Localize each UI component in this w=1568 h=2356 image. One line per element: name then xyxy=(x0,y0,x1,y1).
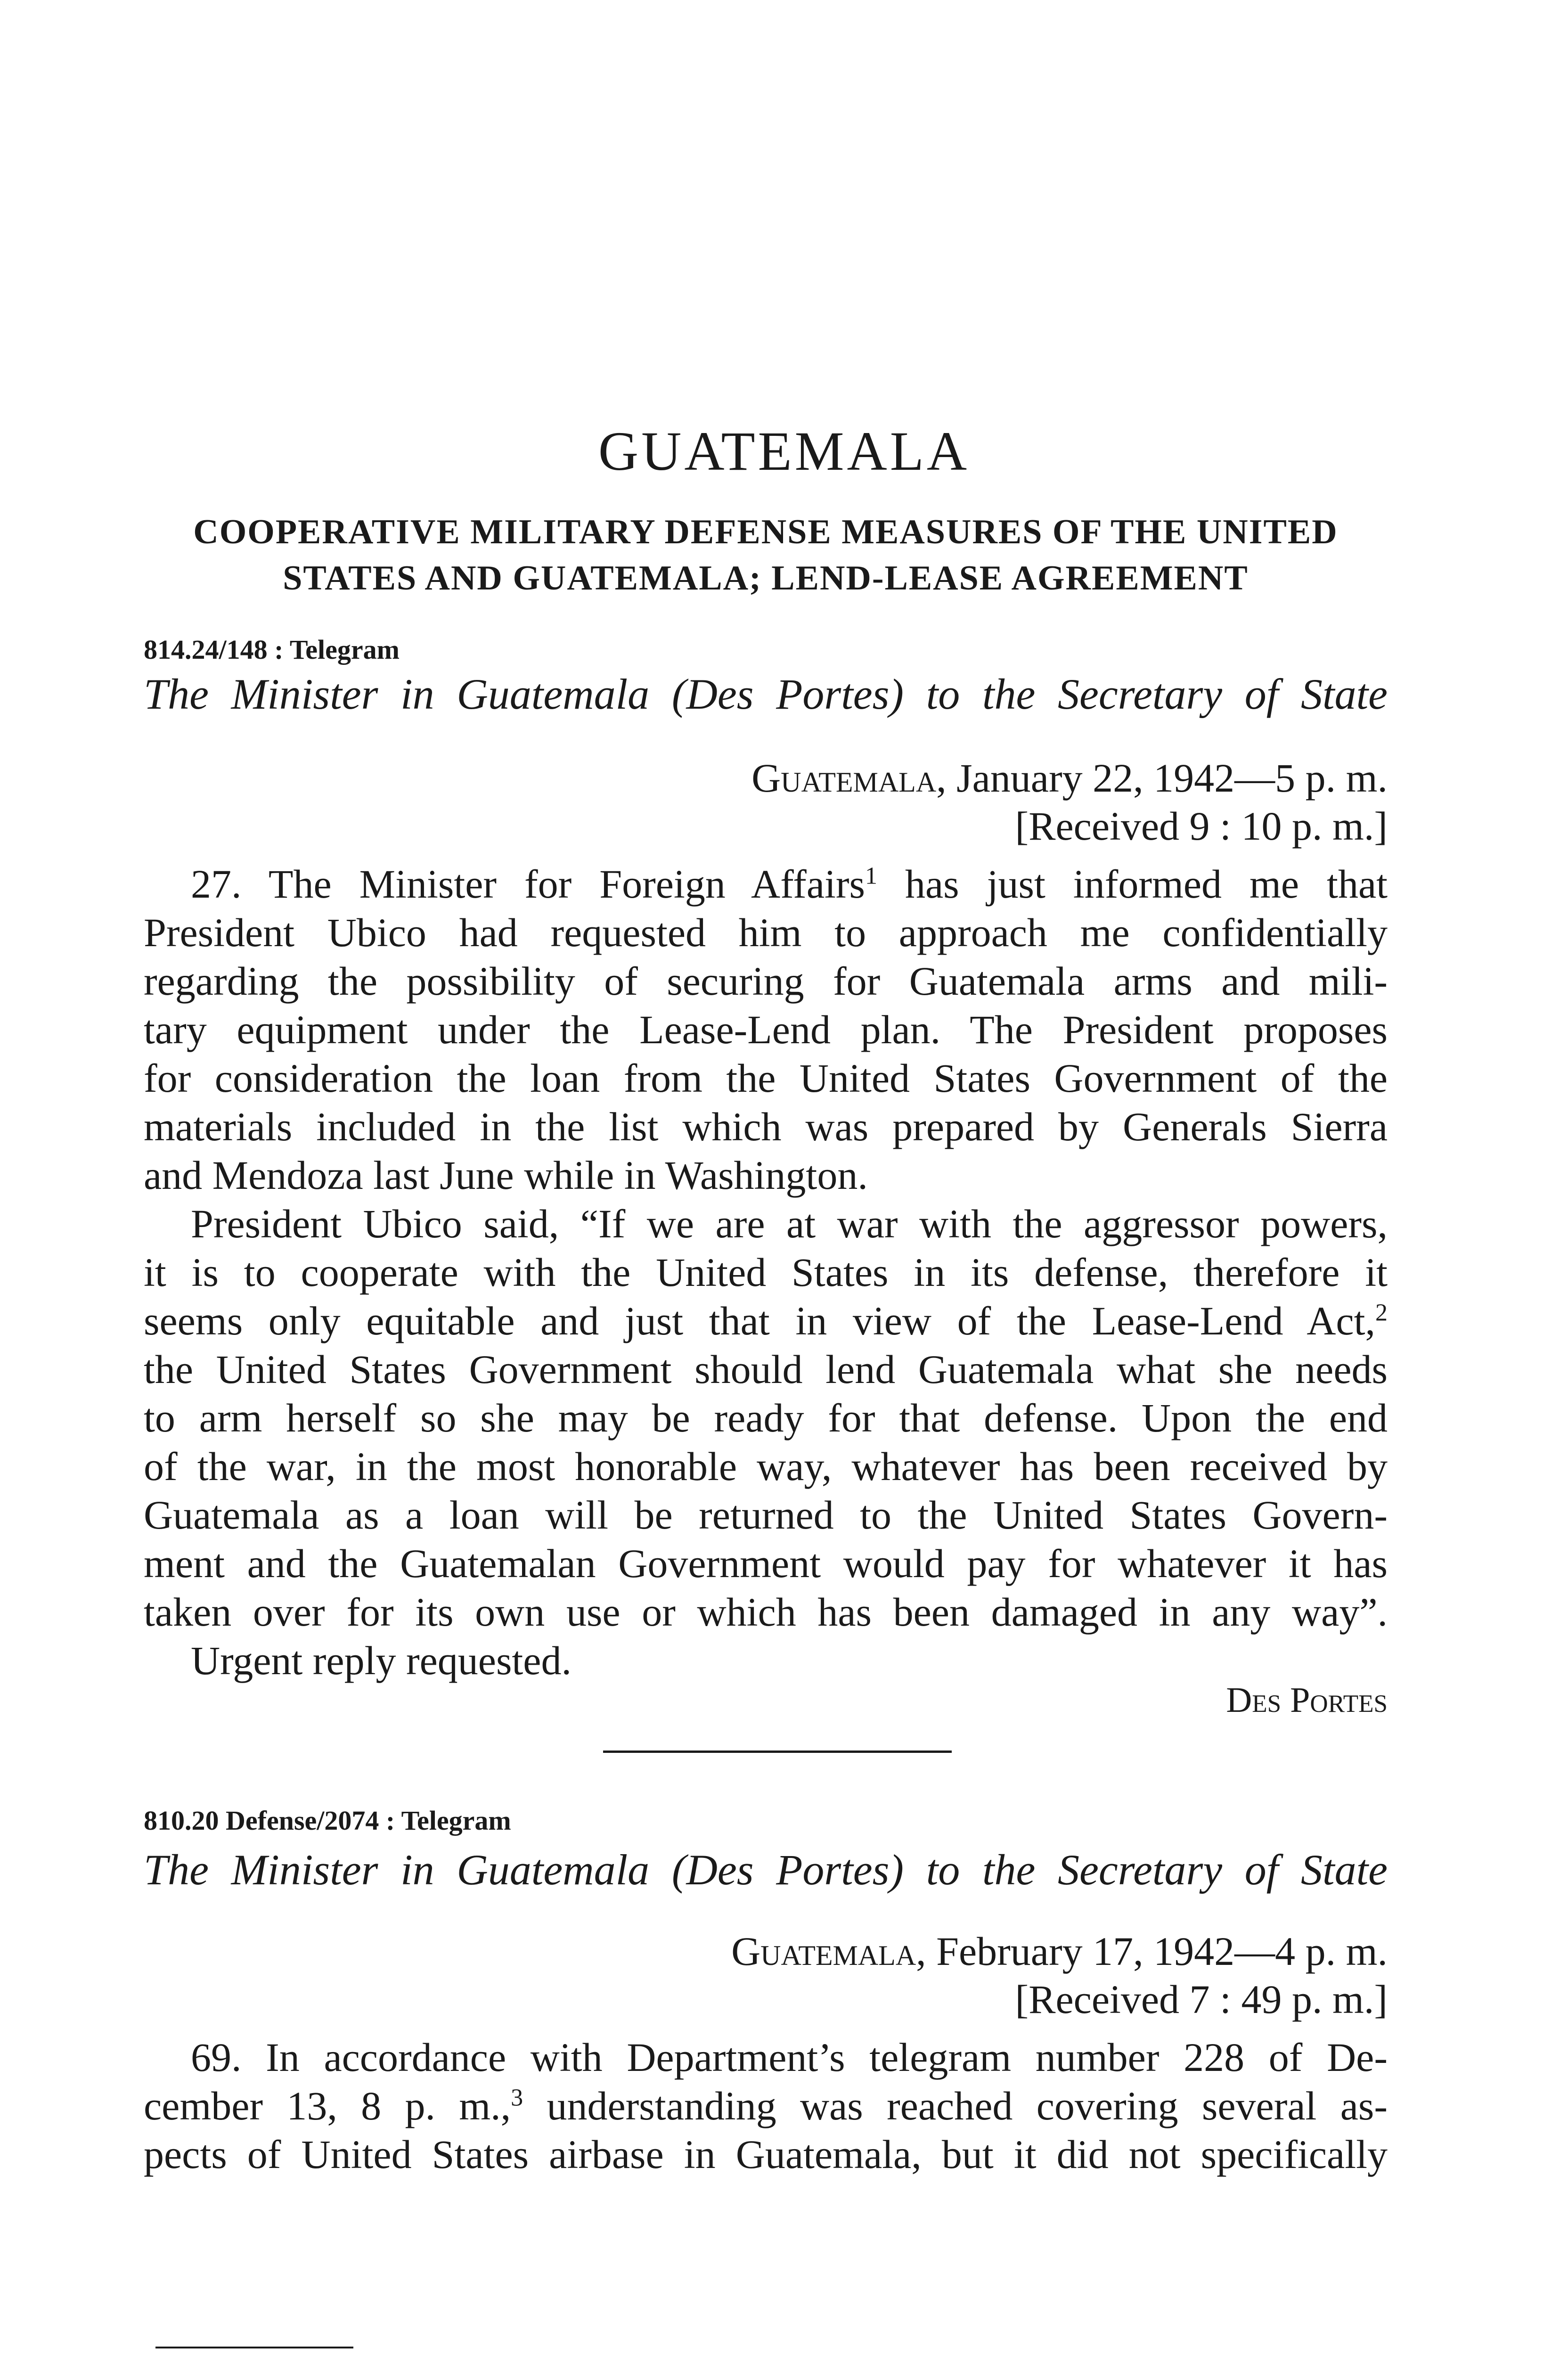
subheading-line-1: COOPERATIVE MILITARY DEFENSE MEASURES OF THE UNITED xyxy=(193,513,1338,551)
dateline-2 xyxy=(731,1927,1388,2023)
text-line: regarding the possibility of securing for Guatemala arms and mili- xyxy=(144,958,1388,1004)
page-title: GUATEMALA xyxy=(598,420,970,482)
footnote-ref: 1 xyxy=(865,862,877,890)
address-line-1: The Minister in Guatemala (Des Portes) to the Secretary of State xyxy=(144,670,1388,718)
text-line: seems only equitable and just that in view of the Lease-Lend Act,$^2$ xyxy=(144,1298,1388,1343)
file-number-1: 814.24/148 : Telegram xyxy=(144,634,400,665)
text-line: Guatemala as a loan will be returned to the United States Govern- xyxy=(144,1492,1388,1538)
footnote-rule xyxy=(155,2347,353,2348)
place-name: Guatemala xyxy=(751,755,937,801)
text-line: 27. The Minister for Foreign Affairs$^1$ has just informed me that xyxy=(191,861,1388,907)
text-line: ment and the Guatemalan Government would pay for whatever it has xyxy=(144,1541,1388,1586)
dateline-1 xyxy=(751,754,1388,850)
telegram-27-body xyxy=(144,860,1388,1685)
received-time: [Received 9 : 10 p. m.] xyxy=(1015,803,1388,849)
text-line: Urgent reply requested. xyxy=(191,1638,572,1683)
text-line: President Ubico had requested him to approach me confidentially xyxy=(144,910,1388,955)
section-subheading xyxy=(144,509,1388,601)
text-line: of the war, in the most honorable way, whatever has been received by xyxy=(144,1444,1388,1489)
signature-1: Des Portes xyxy=(1226,1680,1388,1720)
text-line: to arm herself so she may be ready for that defense. Upon the end xyxy=(144,1395,1388,1440)
subheading-line-2: STATES AND GUATEMALA; LEND-LEASE AGREEMENT xyxy=(283,559,1249,597)
text-line: tary equipment under the Lease-Lend plan. The President proposes xyxy=(144,1007,1388,1052)
place-name: Guatemala xyxy=(731,1929,916,1974)
text-line: materials included in the list which was prepared by Generals Sierra xyxy=(144,1104,1388,1149)
file-number-2: 810.20 Defense/2074 : Telegram xyxy=(144,1805,511,1836)
text-line: 69. In accordance with Department’s telegram number 228 of De- xyxy=(191,2035,1388,2080)
section-divider xyxy=(603,1751,952,1753)
text-line: President Ubico said, “If we are at war with the aggressor powers, xyxy=(191,1201,1388,1246)
text-line: the United States Government should lend Guatemala what she needs xyxy=(144,1347,1388,1392)
text-line: pects of United States airbase in Guatemala, but it did not specifically xyxy=(144,2132,1388,2177)
text-line: for consideration the loan from the United States Government of the xyxy=(144,1055,1388,1101)
date: , January 22, 1942—5 p. m. xyxy=(936,755,1388,801)
date: , February 17, 1942—4 p. m. xyxy=(916,1929,1388,1974)
footnote-ref: 3 xyxy=(511,2084,523,2111)
text-line: it is to cooperate with the United States in its defense, therefore it xyxy=(144,1250,1388,1295)
telegram-69-body xyxy=(144,2033,1388,2179)
text-line: cember 13, 8 p. m.,$^3$ understanding was reached covering several as- xyxy=(144,2083,1388,2128)
text-line: and Mendoza last June while in Washington. xyxy=(144,1153,868,1198)
address-line-2: The Minister in Guatemala (Des Portes) to the Secretary of State xyxy=(144,1846,1388,1894)
received-time: [Received 7 : 49 p. m.] xyxy=(1015,1977,1388,2022)
text-line: taken over for its own use or which has been damaged in any way”. xyxy=(144,1589,1388,1635)
footnote-ref: 2 xyxy=(1375,1299,1388,1326)
